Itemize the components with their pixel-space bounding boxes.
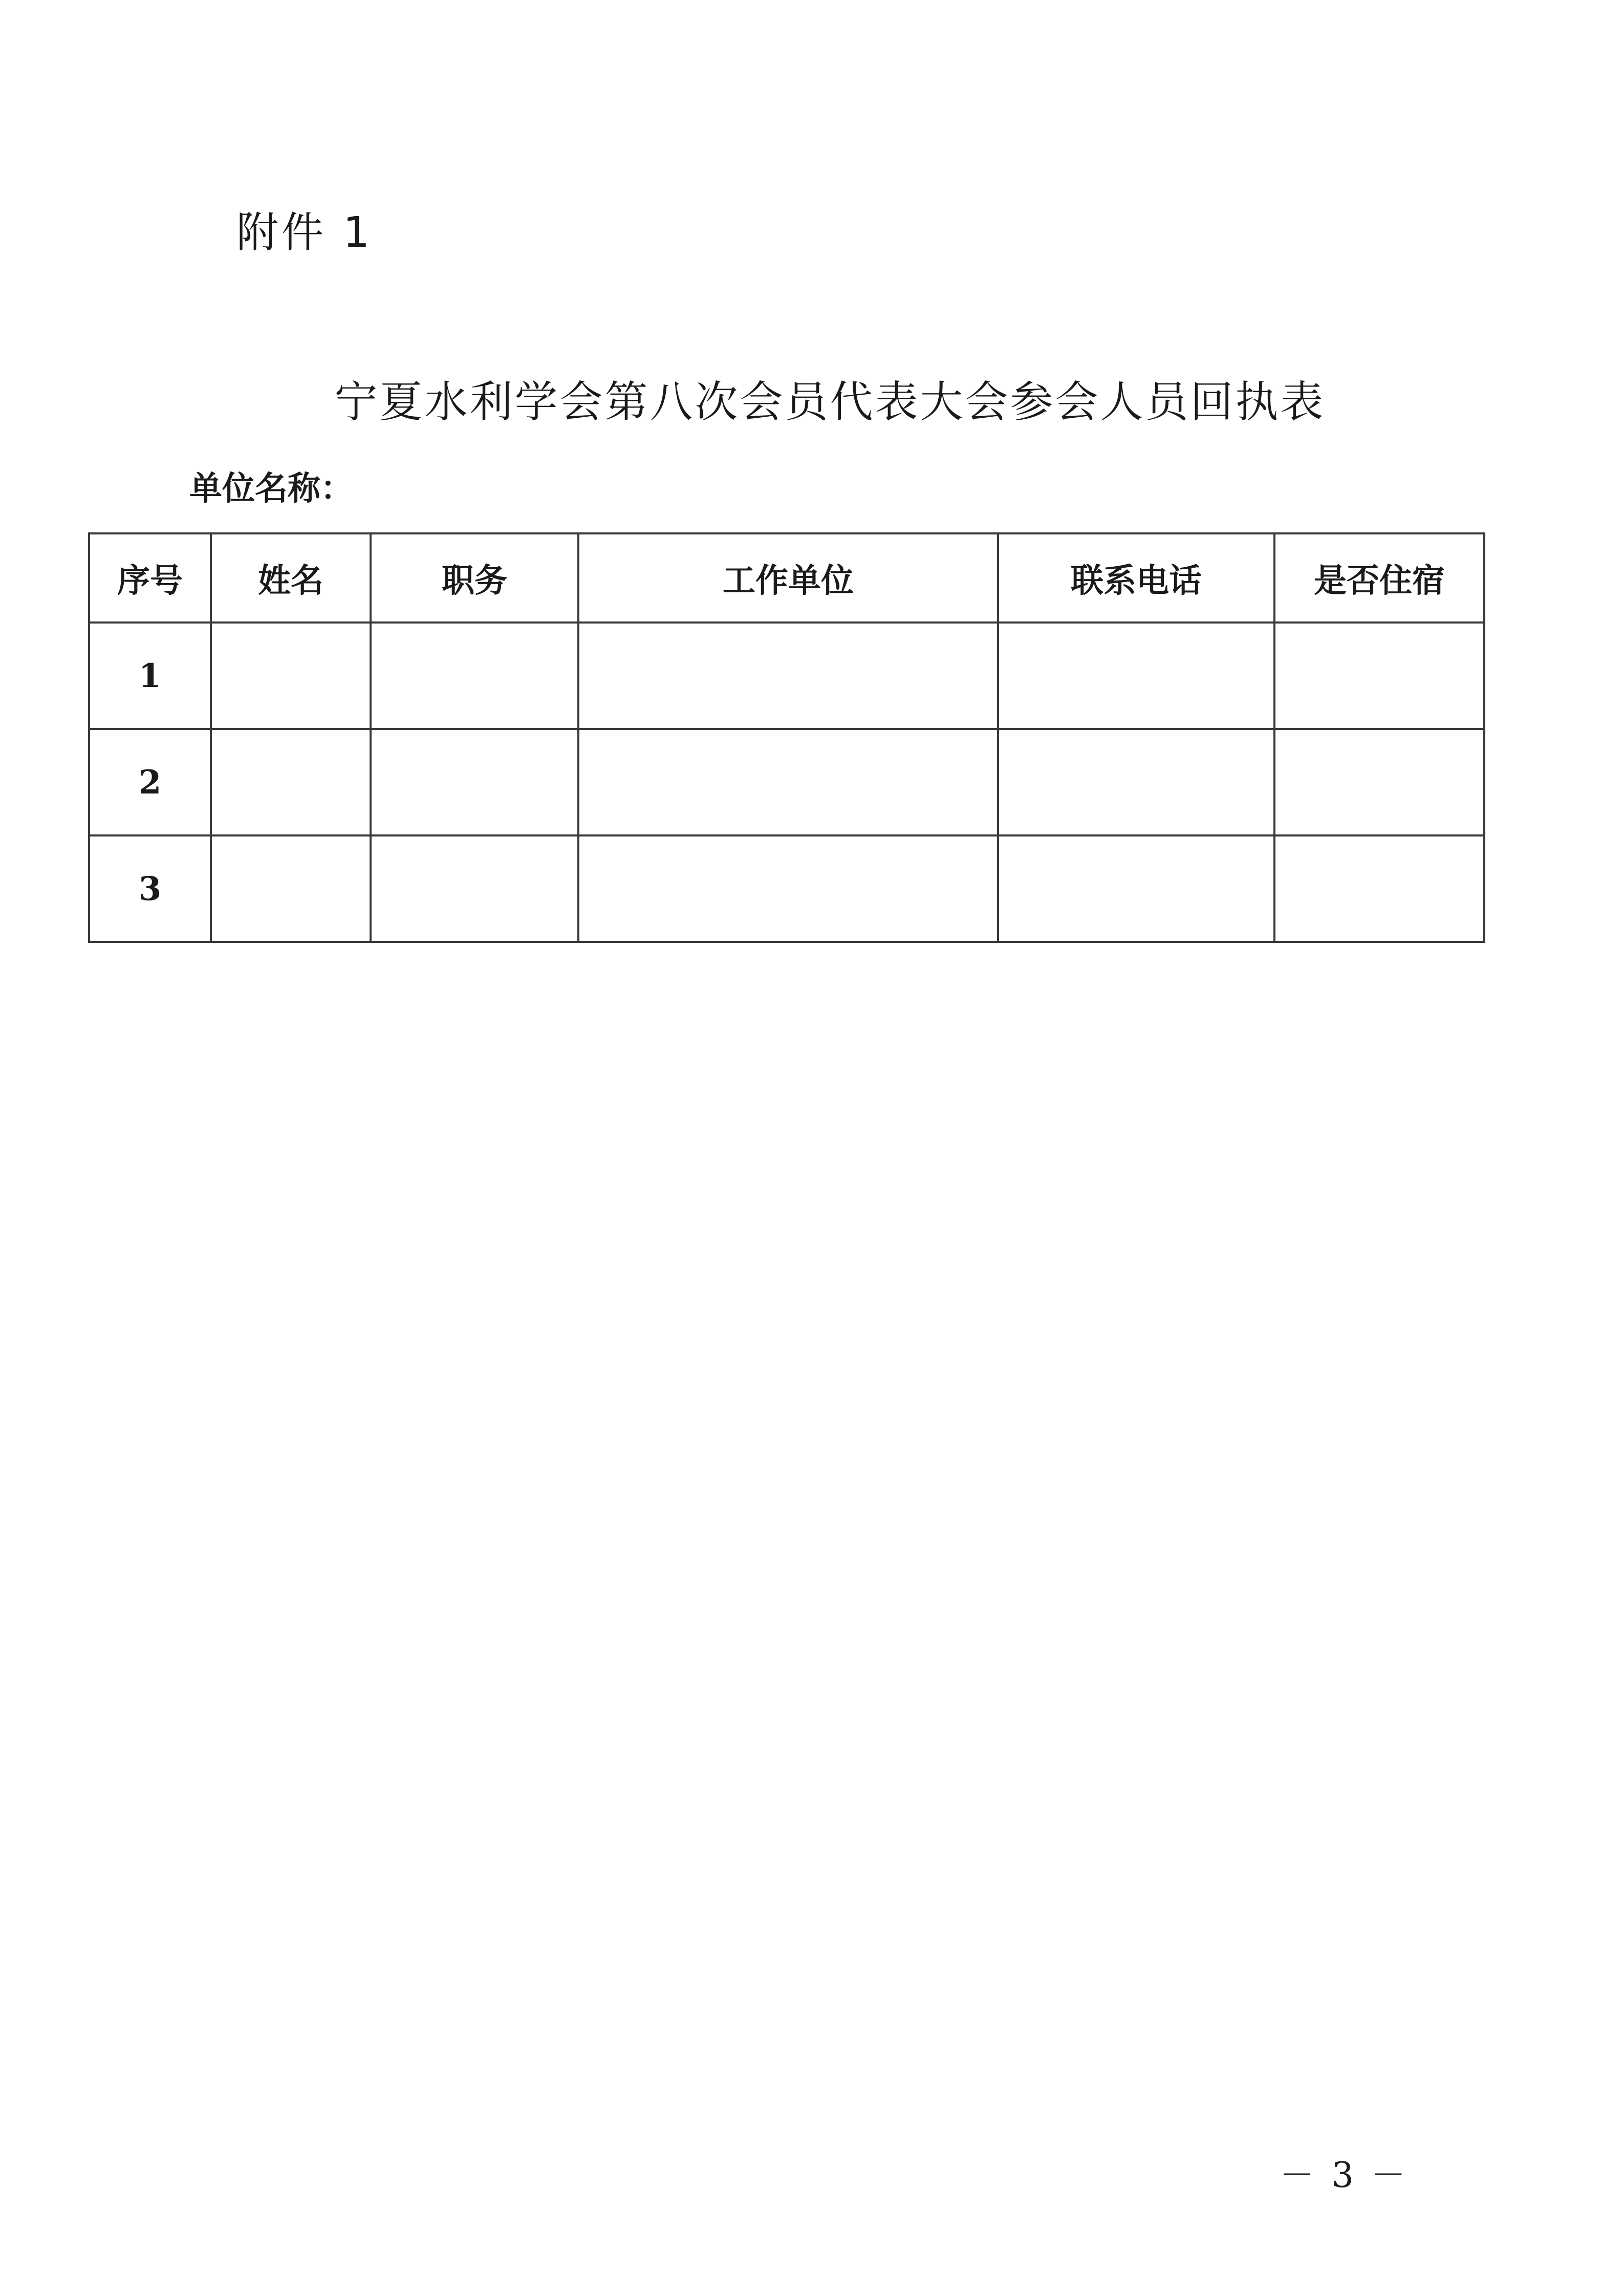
- name-cell: [211, 835, 371, 942]
- header-serial-number: 序号: [89, 533, 211, 623]
- table-header-row: [89, 533, 1484, 623]
- work-unit-cell: [578, 729, 998, 835]
- accommodation-cell: [1274, 729, 1484, 835]
- attachment-label: 附件 1: [236, 208, 373, 257]
- accommodation-cell: [1274, 623, 1484, 729]
- page-title: 宁夏水利学会第八次会员代表大会参会人员回执表: [334, 377, 1326, 427]
- phone-cell: [998, 729, 1274, 835]
- row-serial-number: 3: [89, 835, 211, 942]
- header-phone: 联系电话: [998, 533, 1274, 623]
- row-serial-number: 1: [89, 623, 211, 729]
- work-unit-cell: [578, 835, 998, 942]
- position-cell: [371, 835, 578, 942]
- phone-cell: [998, 623, 1274, 729]
- work-unit-cell: [578, 623, 998, 729]
- phone-cell: [998, 835, 1274, 942]
- header-name: 姓名: [211, 533, 371, 623]
- table-row: [89, 729, 1484, 835]
- page-number: － 3 －: [1280, 2155, 1409, 2196]
- reply-table: [88, 532, 1485, 943]
- table-row: [89, 623, 1484, 729]
- row-serial-number: 2: [89, 729, 211, 835]
- header-work-unit: 工作单位: [578, 533, 998, 623]
- name-cell: [211, 623, 371, 729]
- accommodation-cell: [1274, 835, 1484, 942]
- table-row: [89, 835, 1484, 942]
- position-cell: [371, 623, 578, 729]
- position-cell: [371, 729, 578, 835]
- header-position: 职务: [371, 533, 578, 623]
- name-cell: [211, 729, 371, 835]
- unit-name-label: 单位名称：: [189, 469, 353, 508]
- header-accommodation: 是否住宿: [1274, 533, 1484, 623]
